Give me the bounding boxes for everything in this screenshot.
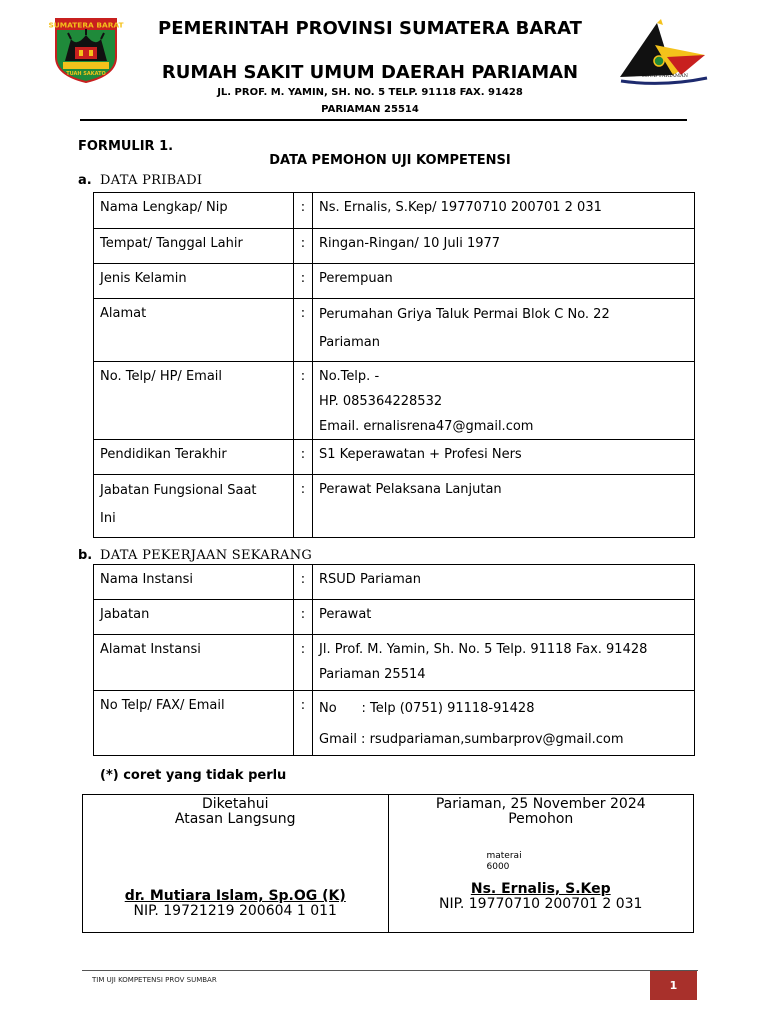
row-colon: : (294, 229, 313, 264)
email-line: Email. ernalisrena47@gmail.com (319, 419, 534, 434)
crest-top-text: SUMATERA BARAT (48, 20, 124, 30)
table-row (94, 691, 695, 756)
label-line-2: Ini (100, 511, 116, 526)
section-a-heading (78, 173, 202, 188)
row-label: Tempat/ Tanggal Lahir (94, 229, 294, 264)
row-colon: : (294, 193, 313, 229)
rsud-pariaman-logo (615, 15, 710, 91)
section-b-heading (78, 548, 312, 563)
strike-note: (*) coret yang tidak perlu (100, 768, 287, 783)
row-colon: : (294, 600, 313, 635)
footer-text: TIM UJI KOMPETENSI PROV SUMBAR (92, 976, 217, 984)
institution-phone-line: No : Telp (0751) 91118-91428 (319, 701, 535, 716)
row-value-multiline (313, 362, 695, 440)
materai-value: 6000 (486, 862, 510, 872)
row-label-multiline (94, 475, 294, 538)
row-label: Jenis Kelamin (94, 264, 294, 299)
table-row (94, 475, 695, 538)
address-line-1: Perumahan Griya Taluk Permai Blok C No. 22 (319, 307, 610, 322)
header-divider (80, 119, 687, 121)
table-row (94, 229, 695, 264)
row-colon: : (294, 691, 313, 756)
place-date: Pariaman, 25 November 2024 (435, 796, 646, 812)
row-label: Nama Instansi (94, 565, 294, 600)
row-colon: : (294, 264, 313, 299)
institution-email-line: Gmail : rsudpariaman,sumbarprov@gmail.com (319, 732, 624, 747)
row-label: No. Telp/ HP/ Email (94, 362, 294, 440)
row-value: S1 Keperawatan + Profesi Ners (313, 440, 695, 475)
label-line-1: Jabatan Fungsional Saat (100, 483, 257, 498)
institution-address-line-1: Jl. Prof. M. Yamin, Sh. No. 5 Telp. 91118 Fax. 91428 (319, 642, 648, 657)
section-a-title: DATA PRIBADI (100, 173, 203, 188)
table-row (94, 264, 695, 299)
supervisor-nip: NIP. 19721219 200604 1 011 (133, 903, 337, 919)
crest-motto-text: TUAH SAKATO (66, 71, 106, 77)
row-value-multiline (313, 691, 695, 756)
employment-data-table (93, 564, 695, 756)
row-label: Jabatan (94, 600, 294, 635)
row-value-multiline (313, 635, 695, 691)
section-b-title: DATA PEKERJAAN SEKARANG (100, 548, 313, 563)
signature-table (82, 794, 694, 933)
table-row (94, 193, 695, 229)
row-colon: : (294, 362, 313, 440)
row-value: Perawat (313, 600, 695, 635)
row-value: Perempuan (313, 264, 695, 299)
table-row (94, 600, 695, 635)
personal-data-table (93, 192, 695, 538)
row-value-multiline (313, 299, 695, 362)
row-label: Alamat Instansi (94, 635, 294, 691)
row-label: Nama Lengkap/ Nip (94, 193, 294, 229)
applicant-role: Pemohon (508, 811, 574, 827)
signature-supervisor (83, 795, 389, 933)
phone-line: No.Telp. - (319, 369, 380, 384)
supervisor-role: Atasan Langsung (174, 811, 296, 827)
row-value: Perawat Pelaksana Lanjutan (313, 475, 695, 538)
section-b-letter: b. (78, 548, 93, 563)
row-colon: : (294, 565, 313, 600)
table-row (94, 440, 695, 475)
applicant-nip: NIP. 19770710 200701 2 031 (439, 896, 643, 912)
page-number-badge: 1 (650, 971, 697, 1000)
form-title: DATA PEMOHON UJI KOMPETENSI (269, 153, 511, 168)
row-value: Ringan-Ringan/ 10 Juli 1977 (313, 229, 695, 264)
institution-address-line-2: Pariaman 25514 (319, 667, 426, 682)
stamp-duty-placeholder (487, 851, 522, 873)
row-label: No Telp/ FAX/ Email (94, 691, 294, 756)
acknowledged-label: Diketahui (201, 796, 269, 812)
footer-divider (82, 970, 698, 971)
header-address: JL. PROF. M. YAMIN, SH. NO. 5 TELP. 91118 FAX. 91428 (217, 87, 523, 98)
header-postal: PARIAMAN 25514 (321, 104, 419, 115)
table-row (94, 565, 695, 600)
row-colon: : (294, 440, 313, 475)
section-a-letter: a. (78, 173, 92, 188)
applicant-name: Ns. Ernalis, S.Kep (470, 881, 611, 897)
header-title-hospital: RUMAH SAKIT UMUM DAERAH PARIAMAN (161, 62, 579, 83)
mobile-line: HP. 085364228532 (319, 394, 443, 409)
row-colon: : (294, 635, 313, 691)
table-row (94, 635, 695, 691)
row-label: Pendidikan Terakhir (94, 440, 294, 475)
logo-right-caption: RSUD PARIAMAN (642, 73, 688, 79)
row-label: Alamat (94, 299, 294, 362)
sumatera-barat-crest-logo (48, 17, 124, 83)
address-line-2: Pariaman (319, 335, 381, 350)
signature-applicant (388, 795, 694, 933)
materai-label: materai (486, 851, 522, 861)
row-value: RSUD Pariaman (313, 565, 695, 600)
table-row (94, 299, 695, 362)
row-colon: : (294, 299, 313, 362)
form-number: FORMULIR 1. (78, 139, 174, 154)
supervisor-name: dr. Mutiara Islam, Sp.OG (K) (124, 888, 346, 904)
table-row (94, 362, 695, 440)
row-value: Ns. Ernalis, S.Kep/ 19770710 200701 2 031 (313, 193, 695, 229)
header-title-government: PEMERINTAH PROVINSI SUMATERA BARAT (158, 18, 582, 39)
row-colon: : (294, 475, 313, 538)
